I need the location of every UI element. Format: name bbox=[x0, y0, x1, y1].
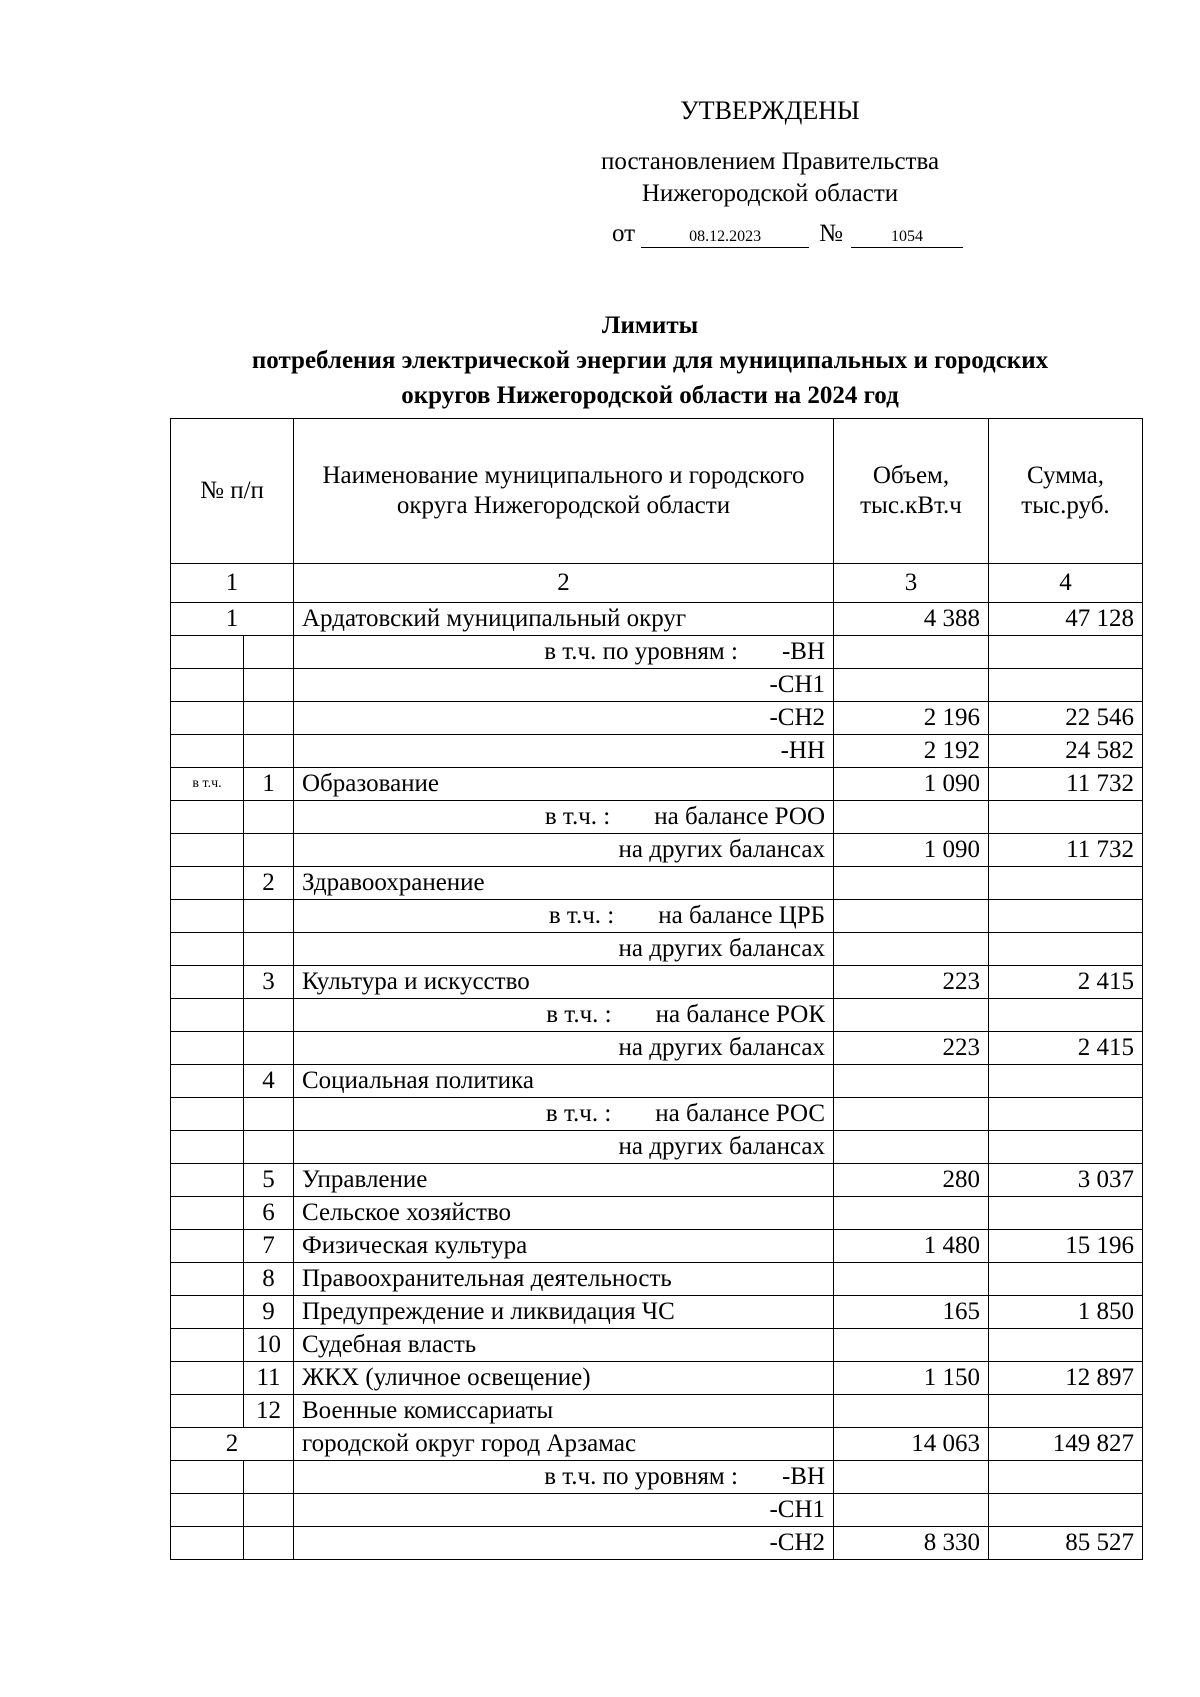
row-label: -ВН bbox=[781, 638, 825, 665]
table-row bbox=[171, 999, 1143, 1032]
row-name: -СН2 bbox=[294, 1527, 834, 1560]
row-number bbox=[171, 1131, 244, 1164]
row-name: -СН1 bbox=[294, 1494, 834, 1527]
row-number bbox=[171, 1296, 244, 1329]
table-row bbox=[171, 867, 1143, 900]
header-sum: Сумма, тыс.руб. bbox=[989, 419, 1143, 564]
row-sum bbox=[989, 1263, 1143, 1296]
row-name: -НН bbox=[294, 735, 834, 768]
row-volume bbox=[834, 1494, 989, 1527]
row-volume: 14 063 bbox=[834, 1428, 989, 1461]
row-number bbox=[171, 669, 244, 702]
row-name: городской округ город Арзамас bbox=[294, 1428, 834, 1461]
column-number-row bbox=[171, 564, 1143, 603]
row-number bbox=[171, 933, 244, 966]
row-number: 1 bbox=[171, 603, 294, 636]
row-label: -ВН bbox=[781, 1463, 825, 1490]
row-sum: 22 546 bbox=[989, 702, 1143, 735]
row-sub-number: 2 bbox=[244, 867, 294, 900]
row-number bbox=[171, 636, 244, 669]
row-number bbox=[171, 1197, 244, 1230]
row-volume bbox=[834, 999, 989, 1032]
row-volume: 2 196 bbox=[834, 702, 989, 735]
row-volume: 8 330 bbox=[834, 1527, 989, 1560]
row-name: Предупреждение и ликвидация ЧС bbox=[294, 1296, 834, 1329]
row-prefix: в т.ч. : bbox=[548, 902, 615, 929]
header-volume: Объем, тыс.кВт.ч bbox=[834, 419, 989, 564]
row-sum: 11 732 bbox=[989, 834, 1143, 867]
row-volume bbox=[834, 1329, 989, 1362]
row-sub-number bbox=[244, 1131, 294, 1164]
row-sub-number bbox=[244, 1098, 294, 1131]
row-sub-number bbox=[244, 1527, 294, 1560]
row-volume bbox=[834, 636, 989, 669]
row-volume bbox=[834, 1197, 989, 1230]
column-number: 2 bbox=[294, 564, 834, 603]
row-volume: 1 090 bbox=[834, 834, 989, 867]
row-sum bbox=[989, 1065, 1143, 1098]
row-number bbox=[171, 999, 244, 1032]
table-row bbox=[171, 603, 1143, 636]
row-prefix: в т.ч. : bbox=[546, 1001, 612, 1028]
row-sub-number: 10 bbox=[244, 1329, 294, 1362]
row-number bbox=[171, 1494, 244, 1527]
row-sum bbox=[989, 900, 1143, 933]
row-sum bbox=[989, 933, 1143, 966]
row-volume: 1 090 bbox=[834, 768, 989, 801]
table-row bbox=[171, 1296, 1143, 1329]
row-sub-number: 12 bbox=[244, 1395, 294, 1428]
table-row bbox=[171, 1230, 1143, 1263]
row-sum: 149 827 bbox=[989, 1428, 1143, 1461]
row-sub-number: 1 bbox=[244, 768, 294, 801]
title-line-2: потребления электрической энергии для муниципальных и городских bbox=[251, 347, 1049, 374]
row-number bbox=[171, 1032, 244, 1065]
row-name: Социальная политика bbox=[294, 1065, 834, 1098]
row-label: на балансе РОК bbox=[655, 1001, 825, 1028]
row-name: Военные комиссариаты bbox=[294, 1395, 834, 1428]
table-row bbox=[171, 1494, 1143, 1527]
row-number bbox=[171, 1362, 244, 1395]
row-number bbox=[171, 834, 244, 867]
table-header-row bbox=[171, 419, 1143, 564]
row-sub-number: 11 bbox=[244, 1362, 294, 1395]
row-name bbox=[294, 1461, 834, 1494]
approval-line-1: постановлением Правительства bbox=[600, 148, 940, 175]
title-line-1: Лимиты bbox=[601, 312, 699, 339]
row-number bbox=[171, 1461, 244, 1494]
row-name: на других балансах bbox=[294, 1032, 834, 1065]
row-sum: 11 732 bbox=[989, 768, 1143, 801]
table-row bbox=[171, 933, 1143, 966]
row-number bbox=[171, 1098, 244, 1131]
row-name bbox=[294, 636, 834, 669]
approval-line-2: Нижегородской области bbox=[641, 180, 899, 207]
row-sub-number bbox=[244, 801, 294, 834]
table-row bbox=[171, 834, 1143, 867]
row-sub-number bbox=[244, 669, 294, 702]
row-sub-number: 3 bbox=[244, 966, 294, 999]
table-row bbox=[171, 1461, 1143, 1494]
approval-number: 1054 bbox=[851, 227, 963, 248]
row-sum bbox=[989, 1461, 1143, 1494]
row-name: Судебная власть bbox=[294, 1329, 834, 1362]
row-label: на балансе РОС bbox=[655, 1100, 825, 1127]
table-row bbox=[171, 801, 1143, 834]
row-prefix: в т.ч. : bbox=[545, 1100, 612, 1127]
row-name: Ардатовский муниципальный округ bbox=[294, 603, 834, 636]
row-sub-number bbox=[244, 1461, 294, 1494]
row-volume bbox=[834, 1263, 989, 1296]
row-sub-number: 6 bbox=[244, 1197, 294, 1230]
table-row bbox=[171, 1395, 1143, 1428]
approval-title: УТВЕРЖДЕНЫ bbox=[680, 96, 860, 125]
approval-block bbox=[560, 96, 980, 210]
row-number bbox=[171, 966, 244, 999]
table-row bbox=[171, 1131, 1143, 1164]
row-name: Сельское хозяйство bbox=[294, 1197, 834, 1230]
row-name bbox=[294, 999, 834, 1032]
row-sum: 85 527 bbox=[989, 1527, 1143, 1560]
row-volume: 4 388 bbox=[834, 603, 989, 636]
row-prefix: в т.ч. : bbox=[544, 803, 611, 830]
row-sum bbox=[989, 867, 1143, 900]
row-number bbox=[171, 1065, 244, 1098]
row-sum bbox=[989, 1131, 1143, 1164]
row-sub-number: 4 bbox=[244, 1065, 294, 1098]
table-row bbox=[171, 669, 1143, 702]
row-sub-number bbox=[244, 900, 294, 933]
table-row bbox=[171, 1032, 1143, 1065]
row-volume: 223 bbox=[834, 1032, 989, 1065]
row-sum: 15 196 bbox=[989, 1230, 1143, 1263]
title-line-3: округов Нижегородской области на 2024 год bbox=[401, 382, 899, 409]
table-row bbox=[171, 1329, 1143, 1362]
approval-date-line bbox=[612, 220, 963, 248]
row-name bbox=[294, 900, 834, 933]
row-number bbox=[171, 1329, 244, 1362]
row-sum bbox=[989, 999, 1143, 1032]
row-sub-number: 8 bbox=[244, 1263, 294, 1296]
row-sub-number bbox=[244, 735, 294, 768]
row-number bbox=[171, 900, 244, 933]
row-volume bbox=[834, 1395, 989, 1428]
row-sum: 2 415 bbox=[989, 1032, 1143, 1065]
row-name: на других балансах bbox=[294, 834, 834, 867]
row-name: Правоохранительная деятельность bbox=[294, 1263, 834, 1296]
row-number bbox=[171, 1263, 244, 1296]
row-volume bbox=[834, 900, 989, 933]
row-volume bbox=[834, 669, 989, 702]
row-sub-number: 7 bbox=[244, 1230, 294, 1263]
row-name: Образование bbox=[294, 768, 834, 801]
row-sum bbox=[989, 1197, 1143, 1230]
row-number bbox=[171, 702, 244, 735]
date-prefix: от bbox=[612, 220, 636, 247]
column-number: 3 bbox=[834, 564, 989, 603]
row-number bbox=[171, 1164, 244, 1197]
header-name: Наименование муниципального и городского округа Нижегородской области bbox=[294, 419, 834, 564]
row-sub-number bbox=[244, 1494, 294, 1527]
row-number: в т.ч. bbox=[171, 768, 244, 801]
row-sum: 47 128 bbox=[989, 603, 1143, 636]
row-sum: 24 582 bbox=[989, 735, 1143, 768]
row-name: ЖКХ (уличное освещение) bbox=[294, 1362, 834, 1395]
table-row bbox=[171, 768, 1143, 801]
row-volume bbox=[834, 801, 989, 834]
row-sum bbox=[989, 1395, 1143, 1428]
row-volume: 223 bbox=[834, 966, 989, 999]
row-name bbox=[294, 1098, 834, 1131]
row-volume: 165 bbox=[834, 1296, 989, 1329]
row-number bbox=[171, 801, 244, 834]
table-row bbox=[171, 1527, 1143, 1560]
table-row bbox=[171, 1065, 1143, 1098]
row-volume bbox=[834, 933, 989, 966]
row-name: на других балансах bbox=[294, 933, 834, 966]
row-number bbox=[171, 1230, 244, 1263]
row-name: Здравоохранение bbox=[294, 867, 834, 900]
row-sub-number bbox=[244, 636, 294, 669]
row-sum bbox=[989, 636, 1143, 669]
row-name: Управление bbox=[294, 1164, 834, 1197]
row-name bbox=[294, 801, 834, 834]
row-sub-number: 9 bbox=[244, 1296, 294, 1329]
approval-date: 08.12.2023 bbox=[641, 227, 809, 248]
row-name: -СН2 bbox=[294, 702, 834, 735]
row-volume: 1 480 bbox=[834, 1230, 989, 1263]
row-volume bbox=[834, 1098, 989, 1131]
row-sum bbox=[989, 1329, 1143, 1362]
row-volume: 280 bbox=[834, 1164, 989, 1197]
column-number: 1 bbox=[171, 564, 294, 603]
document-title bbox=[120, 308, 1180, 413]
row-sum bbox=[989, 801, 1143, 834]
row-volume bbox=[834, 1131, 989, 1164]
row-sub-number bbox=[244, 834, 294, 867]
row-number bbox=[171, 1527, 244, 1560]
row-sum: 12 897 bbox=[989, 1362, 1143, 1395]
number-sign: № bbox=[819, 220, 843, 247]
row-sub-number bbox=[244, 999, 294, 1032]
row-sum: 3 037 bbox=[989, 1164, 1143, 1197]
row-label: на балансе РОО bbox=[654, 803, 825, 830]
row-number bbox=[171, 735, 244, 768]
table-row bbox=[171, 1362, 1143, 1395]
row-name: Физическая культура bbox=[294, 1230, 834, 1263]
row-sum bbox=[989, 1098, 1143, 1131]
row-number bbox=[171, 1395, 244, 1428]
row-volume bbox=[834, 1461, 989, 1494]
table-row bbox=[171, 1428, 1143, 1461]
row-prefix: в т.ч. по уровням : bbox=[544, 1463, 738, 1490]
row-name: -СН1 bbox=[294, 669, 834, 702]
row-sub-number bbox=[244, 933, 294, 966]
limits-table bbox=[170, 418, 1143, 1560]
column-number: 4 bbox=[989, 564, 1143, 603]
table-row bbox=[171, 702, 1143, 735]
table-row bbox=[171, 1164, 1143, 1197]
row-number: 2 bbox=[171, 1428, 294, 1461]
row-sub-number bbox=[244, 702, 294, 735]
row-prefix: в т.ч. по уровням : bbox=[544, 638, 738, 665]
row-sum: 2 415 bbox=[989, 966, 1143, 999]
table-row bbox=[171, 1098, 1143, 1131]
table-row bbox=[171, 900, 1143, 933]
header-num: № п/п bbox=[171, 419, 294, 564]
table-row bbox=[171, 1263, 1143, 1296]
row-volume bbox=[834, 1065, 989, 1098]
row-volume: 2 192 bbox=[834, 735, 989, 768]
table-row bbox=[171, 735, 1143, 768]
row-sum bbox=[989, 669, 1143, 702]
row-sub-number bbox=[244, 1032, 294, 1065]
row-volume: 1 150 bbox=[834, 1362, 989, 1395]
table-row bbox=[171, 636, 1143, 669]
row-sum: 1 850 bbox=[989, 1296, 1143, 1329]
row-number bbox=[171, 867, 244, 900]
row-name: Культура и искусство bbox=[294, 966, 834, 999]
row-sum bbox=[989, 1494, 1143, 1527]
row-name: на других балансах bbox=[294, 1131, 834, 1164]
table-row bbox=[171, 966, 1143, 999]
row-sub-number: 5 bbox=[244, 1164, 294, 1197]
row-label: на балансе ЦРБ bbox=[658, 902, 825, 929]
table-row bbox=[171, 1197, 1143, 1230]
row-volume bbox=[834, 867, 989, 900]
